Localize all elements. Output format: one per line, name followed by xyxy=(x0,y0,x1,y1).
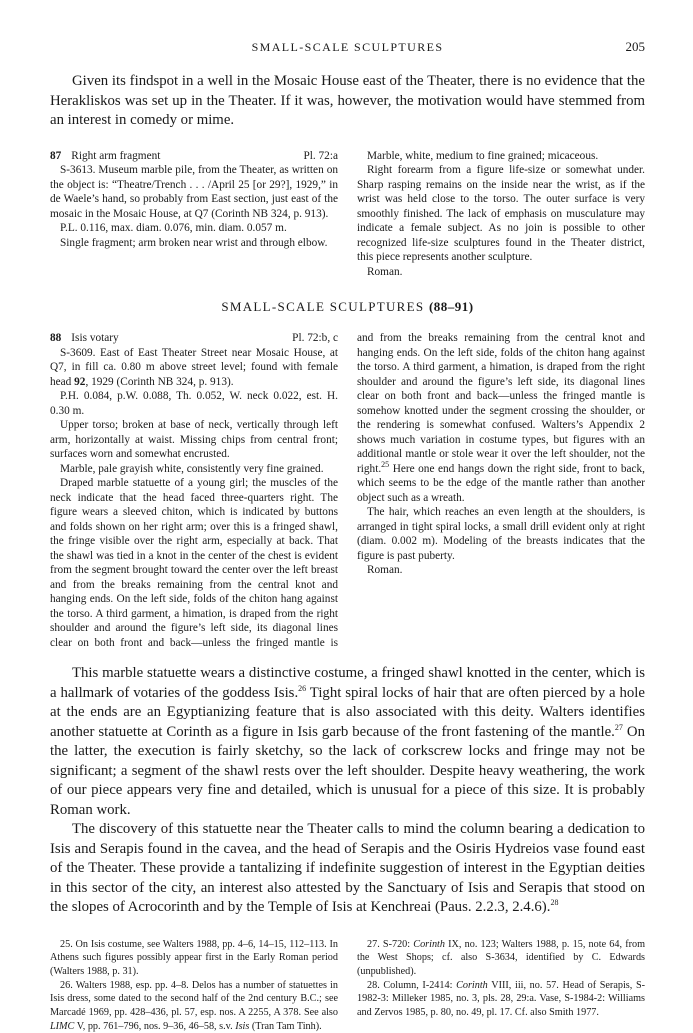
entry-88-heading xyxy=(50,331,338,346)
footnote-ref[interactable]: 25 xyxy=(381,460,389,469)
entry-87-provenance: S-3613. Museum marble pile, from the Theater, as written on the object is: “Theatre/Trench . . . /April 25 [or 29?], 1929,” in de Waele’s hand, so probably from East section, just east of the mosaic in the Mosaic House, at Q7 (Corinth NB 324, p. 913). xyxy=(50,163,338,221)
text: Tight spiral locks of hair that are often pierced by a hole at the ends are an Egyptianizing feature that is also associated with this deity. Walters identifies another statuette at Corinth as a figure in Isis garb because of the front fastening of the mantle. xyxy=(50,685,645,740)
cross-reference: 92 xyxy=(74,376,85,388)
italic-term: Isis xyxy=(235,1021,249,1032)
discussion xyxy=(50,664,645,918)
provenance-text-end: , 1929 (Corinth NB 324, p. 913). xyxy=(85,376,233,388)
running-head: SMALL-SCALE SCULPTURES xyxy=(50,40,645,55)
entry-87-right-column xyxy=(357,149,645,280)
footnote-ref[interactable]: 28 xyxy=(550,898,558,907)
text: VIII, iii, no. 57. Head of Serapis, S-1982-3: Milleker 1985, no. 3, pls. 28, 29:a. Vase, S-1984-2: Williams and Zervos 1985, p. 80, no. 49, pl. 17. Cf. also Smith 1977. xyxy=(357,980,645,1018)
description-end: Here one end hangs down the right side, front to back, which seems to be the edge of the mantle rather than another object such as a wreath. xyxy=(357,463,645,504)
footnotes xyxy=(50,938,645,1033)
text: 27. S-720: xyxy=(367,939,413,950)
text: The discovery of this statuette near the Theater calls to mind the column bearing a dedication to Isis and Serapis found in the cavea, and the head of Serapis and the Osiris Hydreios vase found east of the Theater. These provide a tantalizing if indefinite suggestion of interest in the Egyptian deities in this sector of the city, an interest also attested by the Sanctuary of Isis and Serapis that stood on the slopes of Acrocorinth and by the Temple of Isis at Kenchreai (Paus. 2.2.3, 2.4.6). xyxy=(50,821,645,915)
footnote-26 xyxy=(50,979,338,1033)
plate-reference: Pl. 72:b, c xyxy=(292,331,338,346)
page xyxy=(50,36,645,1033)
entry-88-provenance xyxy=(50,346,338,390)
text: ; see Marcadé 1969, pp. 428–436, pl. 57, esp. nos. A 2255, A 378. See also xyxy=(50,993,338,1018)
section-heading xyxy=(50,299,645,315)
provenance-text: S-3609. East of East Theater Street near Mosaic House, at Q7, in fill ca. 0.80 m above street level; found with female head xyxy=(50,347,338,388)
footnote-25: 25. On Isis costume, see Walters 1988, pp. 4–6, 14–15, 112–113. In Athens such figures possibly appear first in the Early Roman period (Walters 1988, p. 31). xyxy=(50,938,338,979)
entry-88-dimensions: P.H. 0.084, p.W. 0.088, Th. 0.052, W. neck 0.022, est. H. 0.30 m. xyxy=(50,389,338,418)
footnotes-left xyxy=(50,938,338,1033)
section-title: SMALL-SCALE SCULPTURES xyxy=(221,299,424,314)
text: 28. Column, I-2414: xyxy=(367,980,456,991)
entry-number: 87 xyxy=(50,150,61,162)
entry-88-material: Marble, pale grayish white, consistently very fine grained. xyxy=(50,462,338,477)
discussion-paragraph-1 xyxy=(50,664,645,820)
footnotes-right xyxy=(357,938,645,1033)
page-number: 205 xyxy=(626,39,646,55)
entry-88-description-continued: and from the breaks remaining from the central knot and hanging ends. On the left side, folds of the chiton hang against the torso. A third garment, a himation, is draped from the right shoulder and around the figure’s left side, its diagonal lines clear on both front and back—unless the fringed mantle is somehow knotted under the segment crossing the shoulder, or the rendering is somewhat confused. Walters’s Appendix 2 shows much variation in costume types, but figures with an additional mantle or stole wear it over the left shoulder, not the right.$^{25}$ Here one end hangs down the right side, front to back, which seems to be the edge of the mantle rather than another object such as a wreath. xyxy=(357,331,645,505)
entry-88-date: Roman. xyxy=(357,563,645,578)
entry-title: Right arm fragment xyxy=(71,150,160,162)
text: 26. Walters 1988, esp. pp. 4–8. Delos has a number of statuettes in Isis dress, some dated to the second half of the 2nd century xyxy=(50,980,338,1005)
plate-reference: Pl. 72:a xyxy=(303,149,338,164)
text: V, pp. 761–796, nos. 9–36, 46–58, s.v. xyxy=(74,1021,235,1032)
footnote-27 xyxy=(357,938,645,979)
discussion-paragraph-2 xyxy=(50,820,645,918)
text: This marble statuette wears a distinctive costume, a fringed shawl knotted in the center, which is a hallmark of votaries of the goddess Isis. xyxy=(50,665,645,701)
italic-title: LIMC xyxy=(50,1021,74,1032)
entry-88 xyxy=(50,331,645,650)
entry-87-condition: Single fragment; arm broken near wrist and through elbow. xyxy=(50,236,338,251)
entry-87-date: Roman. xyxy=(357,265,645,280)
entry-87-dimensions: P.L. 0.116, max. diam. 0.076, min. diam. 0.057 m. xyxy=(50,221,338,236)
footnote-28 xyxy=(357,979,645,1020)
page-header xyxy=(50,36,645,58)
italic-title: Corinth xyxy=(456,980,488,991)
text: On the latter, the execution is fairly sketchy, so the lack of corkscrew locks and fringe may not be significant; a segment of the shawl rests over the left shoulder. Despite heavy weathering, the work of our piece appears very fine and detailed, which is unusual for a piece of this size. It is probably Roman work. xyxy=(50,724,645,818)
italic-title: Corinth xyxy=(413,939,445,950)
era-abbrev: B.C. xyxy=(300,993,319,1004)
entry-title: Isis votary xyxy=(71,332,118,344)
section-range: (88–91) xyxy=(429,299,474,314)
footnote-ref[interactable]: 27 xyxy=(615,723,623,732)
entry-87-material: Marble, white, medium to fine grained; micaceous. xyxy=(357,149,645,164)
footnote-ref[interactable]: 26 xyxy=(298,684,306,693)
entry-88-hair: The hair, which reaches an even length at the shoulders, is arranged in tight spiral locks, a small drill evident only at right (diam. 0.002 m). Modeling of the breasts indicates that the figure is past puberty. xyxy=(357,505,645,563)
entry-number: 88 xyxy=(50,332,61,344)
entry-88-left-column xyxy=(50,331,338,650)
text: IX, no. 123; Walters 1988, p. 15, note 64, from the West Shops; cf. also S-3634, identified by C. Edwards (unpublished). xyxy=(357,939,645,977)
entry-88-description-start: Draped marble statuette of a young girl; the muscles of the neck indicate that the head faced three-quarters right. The figure wears a sleeved chiton, which is indicated by buttons and folds shown on her right arm; over this is a fringed shawl, the fringe visible over the right arm, especially at back. That the shawl was tied in a knot in the center of the chest is evident from the segment brought toward the center over the left breast and from the breaks remaining from the central knot and hanging ends. On the left side, folds of the chiton hang against the torso. A third garment, a himation, is draped from the right shoulder and around the figure’s left side, its diagonal lines clear on both front and back—unless the fringed mantle is xyxy=(50,476,338,650)
entry-87-heading xyxy=(50,149,338,164)
entry-88-right-column xyxy=(357,331,645,650)
text: (Tran Tam Tinh). xyxy=(249,1021,321,1032)
entry-87-description: Right forearm from a figure life-size or somewhat under. Sharp rasping remains on the inside near the wrist, as if the wrist was held close to the torso. The outer surface is very smoothly finished. The lack of emphasis on musculature may indicate a female subject. As no join is possible to other recognized life-size sculptures found in the Theater district, this piece represents another sculpture. xyxy=(357,163,645,265)
intro-paragraph: Given its findspot in a well in the Mosaic House east of the Theater, there is no evidence that the Herakliskos was set up in the Theater. If it was, however, the motivation would have stemmed from an interest in comedy or mime. xyxy=(50,72,645,131)
entry-88-condition: Upper torso; broken at base of neck, vertically through left arm, horizontally at waist. Missing chips from central front; surfaces worn and somewhat encrusted. xyxy=(50,418,338,462)
entry-87-left-column xyxy=(50,149,338,280)
entry-87 xyxy=(50,149,645,280)
